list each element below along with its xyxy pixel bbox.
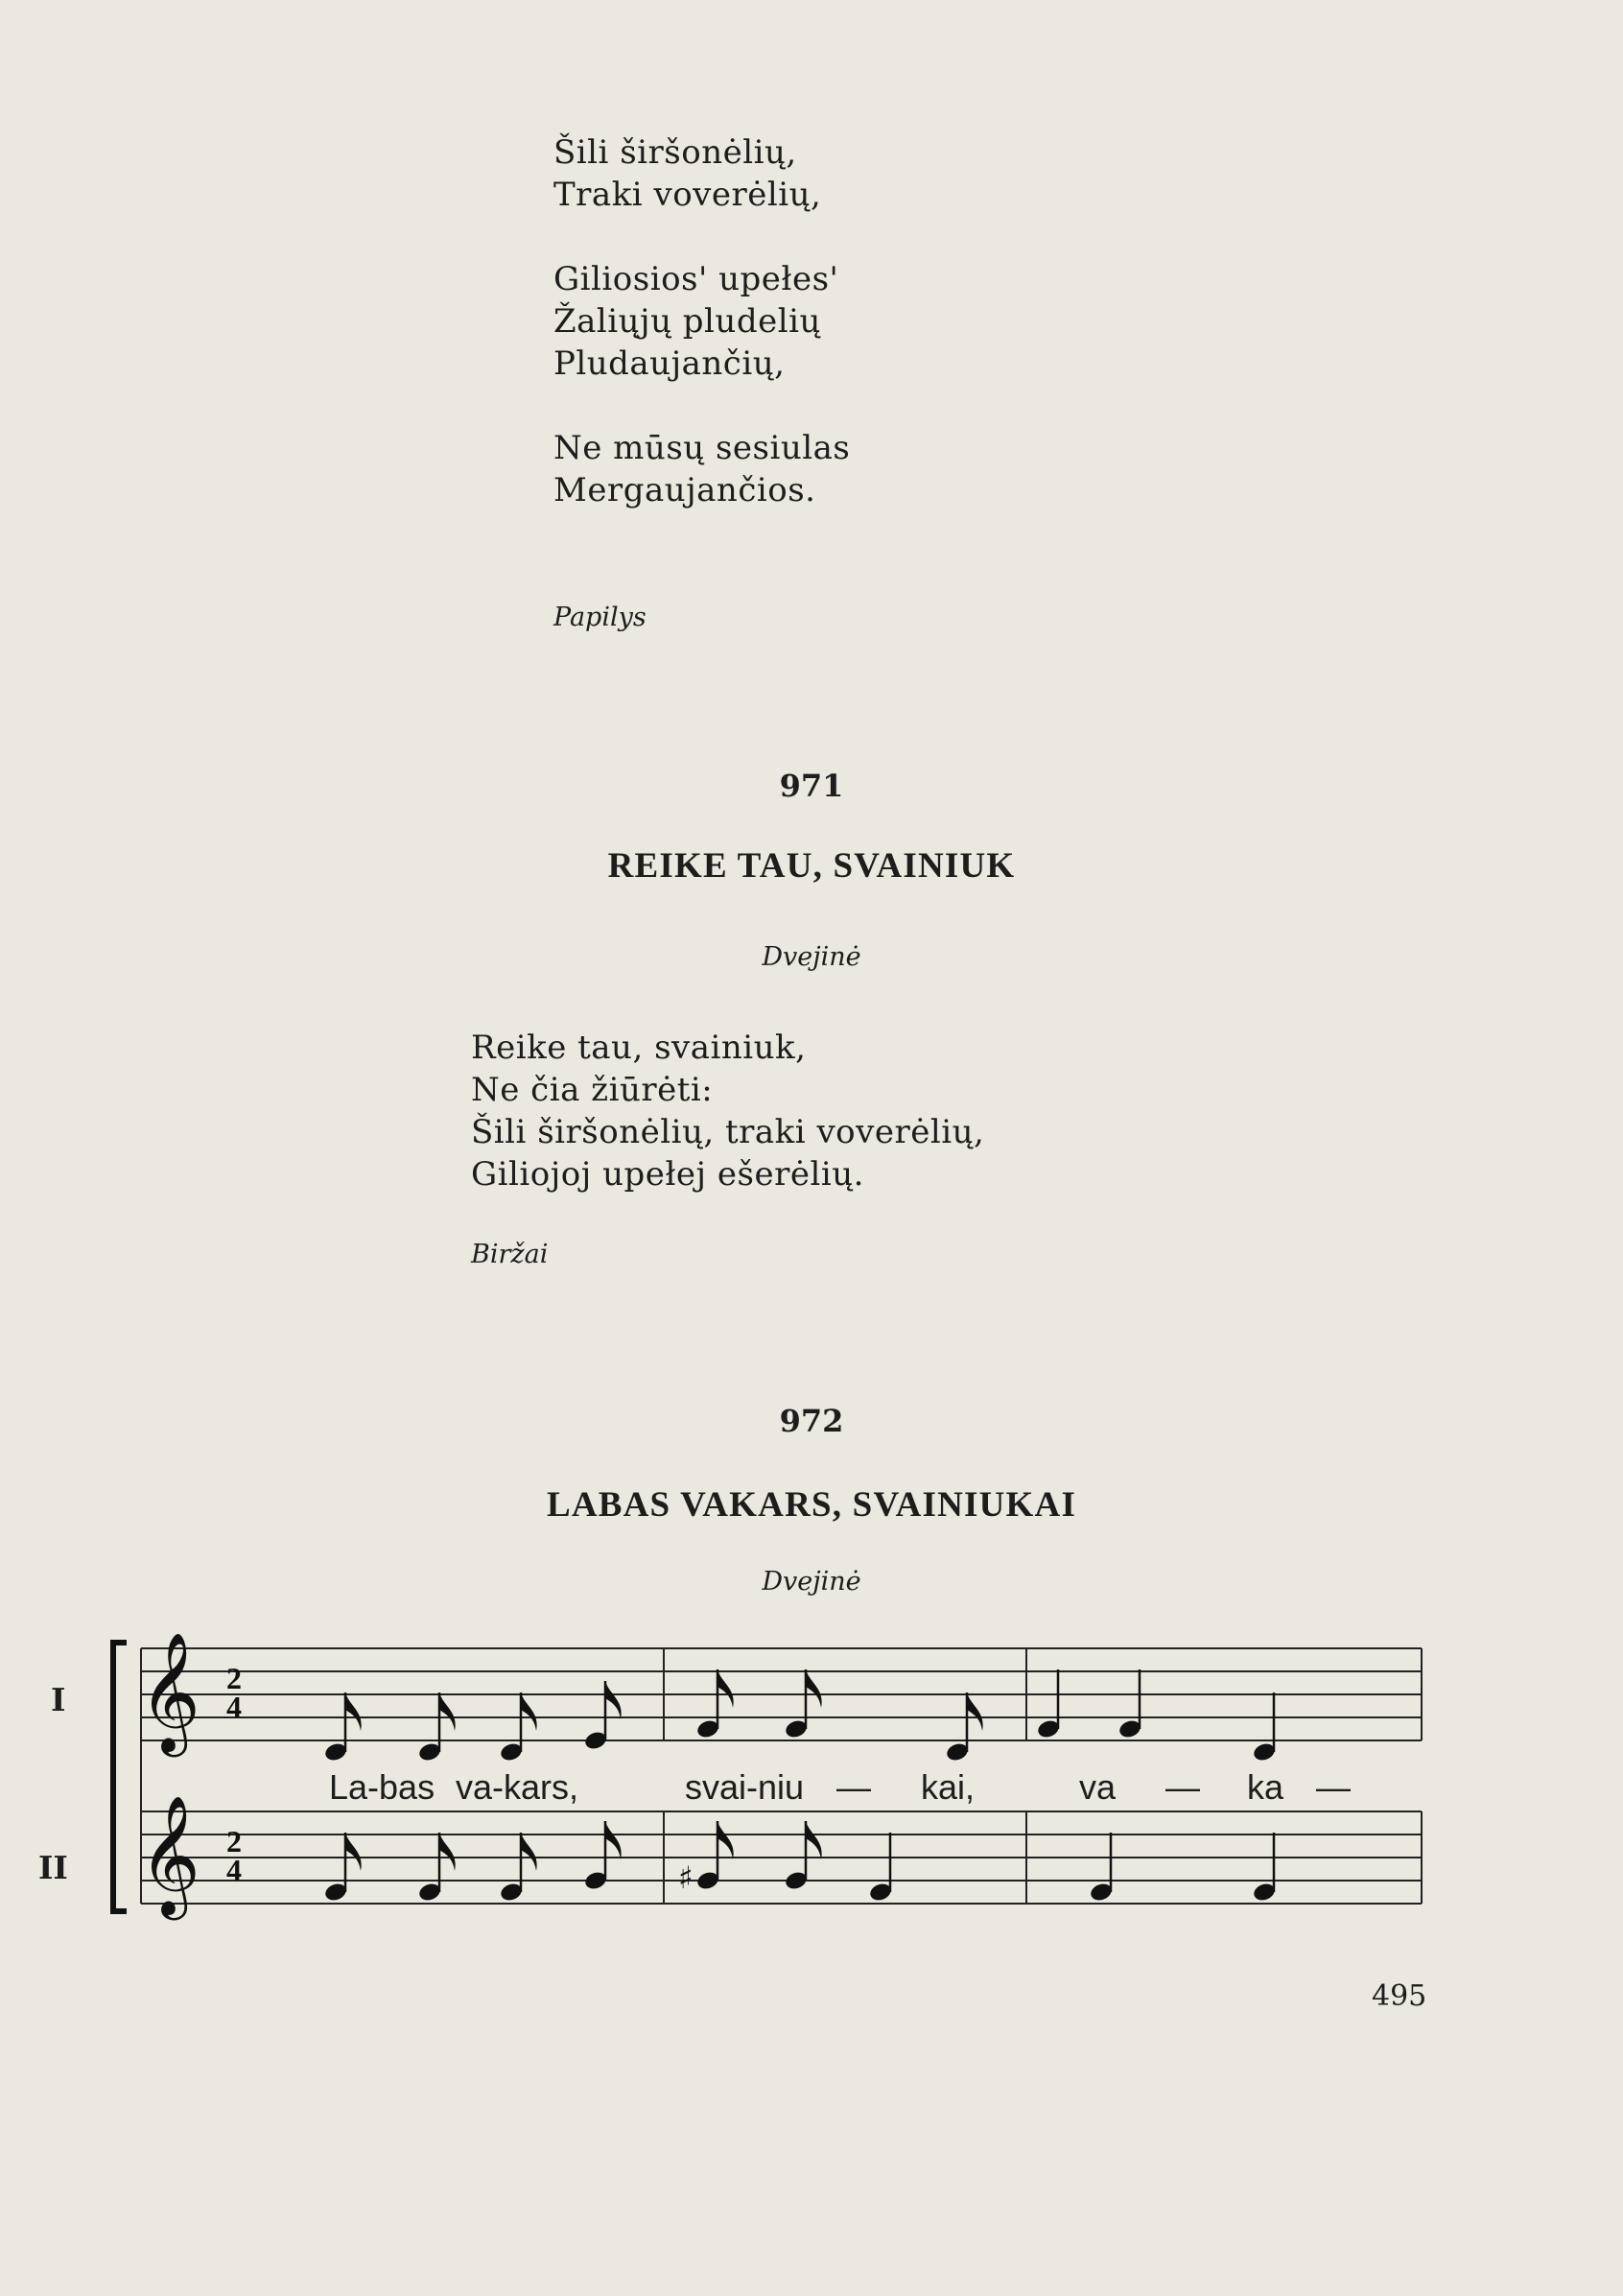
verse-line: Pludaujančių, bbox=[553, 344, 786, 383]
lyric: — bbox=[1316, 1767, 1351, 1807]
note-flag bbox=[605, 1681, 622, 1719]
verse-line: Mergaujančios. bbox=[553, 471, 816, 509]
lyric: ka bbox=[1247, 1767, 1284, 1807]
verse-line: Giliojoj upełej ešerėlių. bbox=[471, 1155, 864, 1194]
note-flag bbox=[345, 1833, 362, 1871]
lyric: svai-niu bbox=[685, 1767, 805, 1807]
lyric: La-bas bbox=[329, 1767, 435, 1807]
verse-line: Žaliųjų pludelių bbox=[553, 302, 821, 341]
verse-line: Reike tau, svainiuk, bbox=[471, 1029, 807, 1067]
song-title: LABAS VAKARS, SVAINIUKAI bbox=[546, 1485, 1077, 1525]
note-flag bbox=[806, 1669, 822, 1708]
lyric: va bbox=[1079, 1767, 1117, 1807]
note-flag bbox=[521, 1692, 537, 1731]
part-label: II bbox=[38, 1849, 68, 1886]
verse-line: Giliosios' upełes' bbox=[553, 260, 839, 298]
verse-line: Šili širšonėlių, bbox=[553, 133, 797, 172]
song-number: 972 bbox=[779, 1403, 844, 1439]
lyric: va-kars, bbox=[456, 1767, 579, 1807]
time-signature-top: 2 bbox=[226, 1661, 242, 1695]
song-subtitle: Dvejinė bbox=[762, 1567, 861, 1597]
time-signature-bottom: 4 bbox=[226, 1690, 242, 1724]
note-flag bbox=[439, 1833, 456, 1871]
lyric: — bbox=[1165, 1767, 1200, 1807]
verse-line: Ne mūsų sesiulas bbox=[553, 429, 851, 467]
place-name: Biržai bbox=[471, 1240, 549, 1269]
note-flag bbox=[717, 1669, 734, 1708]
part-label: I bbox=[51, 1681, 66, 1718]
song-subtitle: Dvejinė bbox=[762, 942, 861, 972]
treble-clef-icon: 𝄞 bbox=[139, 1795, 200, 1915]
sharp-icon: ♯ bbox=[678, 1859, 694, 1896]
note-flag bbox=[717, 1821, 734, 1859]
time-signature bbox=[226, 1661, 242, 1887]
system-bracket bbox=[113, 1643, 127, 1911]
song-number: 971 bbox=[779, 768, 844, 804]
note-flag bbox=[345, 1692, 362, 1731]
treble-clef-icon: 𝄞 bbox=[139, 1632, 200, 1752]
note-flag bbox=[967, 1692, 983, 1731]
time-signature-bottom: 4 bbox=[226, 1853, 242, 1887]
note-flag bbox=[806, 1821, 822, 1859]
song-title: REIKE TAU, SVAINIUK bbox=[607, 846, 1016, 886]
lyric: kai, bbox=[921, 1767, 976, 1807]
notes-lower bbox=[323, 1821, 1277, 1903]
note-flag bbox=[605, 1821, 622, 1859]
note-flag bbox=[439, 1692, 456, 1731]
verse-line: Ne čia žiūrėti: bbox=[471, 1071, 714, 1109]
verse-line: Traki voverėlių, bbox=[553, 176, 822, 214]
notes-upper bbox=[323, 1669, 1277, 1763]
note-flag bbox=[521, 1833, 537, 1871]
verse-line: Šili širšonėlių, traki voverėlių, bbox=[471, 1113, 985, 1151]
time-signature-top: 2 bbox=[226, 1824, 242, 1858]
page-number: 495 bbox=[1372, 1979, 1427, 2013]
place-name: Papilys bbox=[553, 603, 647, 632]
lyric: — bbox=[836, 1767, 871, 1807]
